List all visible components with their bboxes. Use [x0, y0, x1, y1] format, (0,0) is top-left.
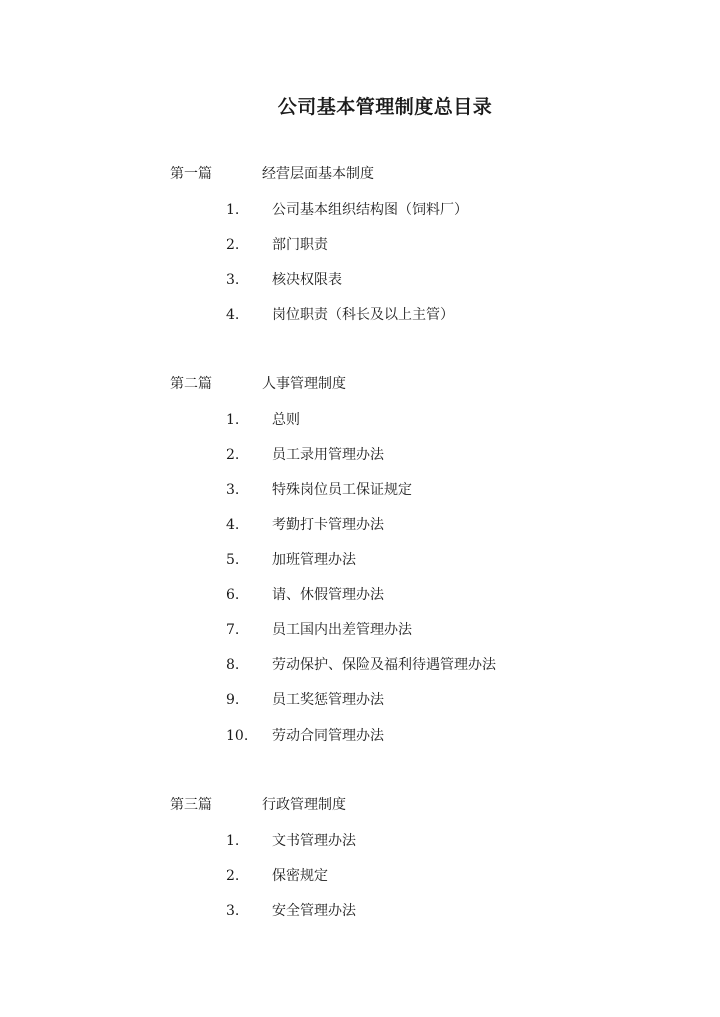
part-1-item-4-number: 4. — [226, 307, 240, 323]
part-2-item-10-text: 劳动合同管理办法 — [272, 728, 384, 744]
part-3-item-2-number: 2. — [226, 868, 240, 884]
part-2-item-6-number: 6. — [226, 587, 240, 603]
part-1-item-3-text: 核决权限表 — [272, 272, 342, 288]
part-2-item-5-text: 加班管理办法 — [272, 552, 356, 568]
part-1-item-2-number: 2. — [226, 237, 240, 253]
part-2-item-1-number: 1. — [226, 412, 240, 428]
part-3-item-3-number: 3. — [226, 903, 240, 919]
part-2-item-1-text: 总则 — [272, 412, 300, 428]
part-1-item-2-text: 部门职责 — [272, 237, 328, 253]
part-2-item-4-number: 4. — [226, 517, 240, 533]
part-2-item-10-number: 10. — [226, 728, 249, 744]
part-2-item-7-number: 7. — [226, 622, 240, 638]
part-2-item-2-number: 2. — [226, 447, 240, 463]
part-1-item-1-number: 1. — [226, 202, 240, 218]
part-1-item-3-number: 3. — [226, 272, 240, 288]
part-2-item-4-text: 考勤打卡管理办法 — [272, 517, 384, 533]
part-2-item-3-text: 特殊岗位员工保证规定 — [272, 482, 412, 498]
part-3-item-2-text: 保密规定 — [272, 868, 328, 884]
part-2-item-8-text: 劳动保护、保险及福利待遇管理办法 — [272, 657, 496, 673]
part-3-item-3-text: 安全管理办法 — [272, 903, 356, 919]
part-2-name: 人事管理制度 — [262, 376, 346, 392]
document-title: 公司基本管理制度总目录 — [277, 96, 493, 118]
part-2-item-8-number: 8. — [226, 657, 240, 673]
part-3-item-1-text: 文书管理办法 — [272, 833, 356, 849]
part-2-label: 第二篇 — [170, 376, 212, 392]
part-2-item-7-text: 员工国内出差管理办法 — [272, 622, 412, 638]
part-2-item-5-number: 5. — [226, 552, 240, 568]
part-3-item-1-number: 1. — [226, 833, 240, 849]
part-1-label: 第一篇 — [170, 166, 212, 182]
part-2-item-6-text: 请、休假管理办法 — [272, 587, 384, 603]
part-1-name: 经营层面基本制度 — [262, 166, 374, 182]
part-1-item-4-text: 岗位职责（科长及以上主管） — [272, 307, 454, 323]
part-3-label: 第三篇 — [170, 797, 212, 813]
part-3-name: 行政管理制度 — [262, 797, 346, 813]
part-2-item-2-text: 员工录用管理办法 — [272, 447, 384, 463]
part-1-item-1-text: 公司基本组织结构图（饲料厂） — [272, 202, 468, 218]
part-2-item-9-number: 9. — [226, 692, 240, 708]
part-2-item-9-text: 员工奖惩管理办法 — [272, 692, 384, 708]
part-2-item-3-number: 3. — [226, 482, 240, 498]
